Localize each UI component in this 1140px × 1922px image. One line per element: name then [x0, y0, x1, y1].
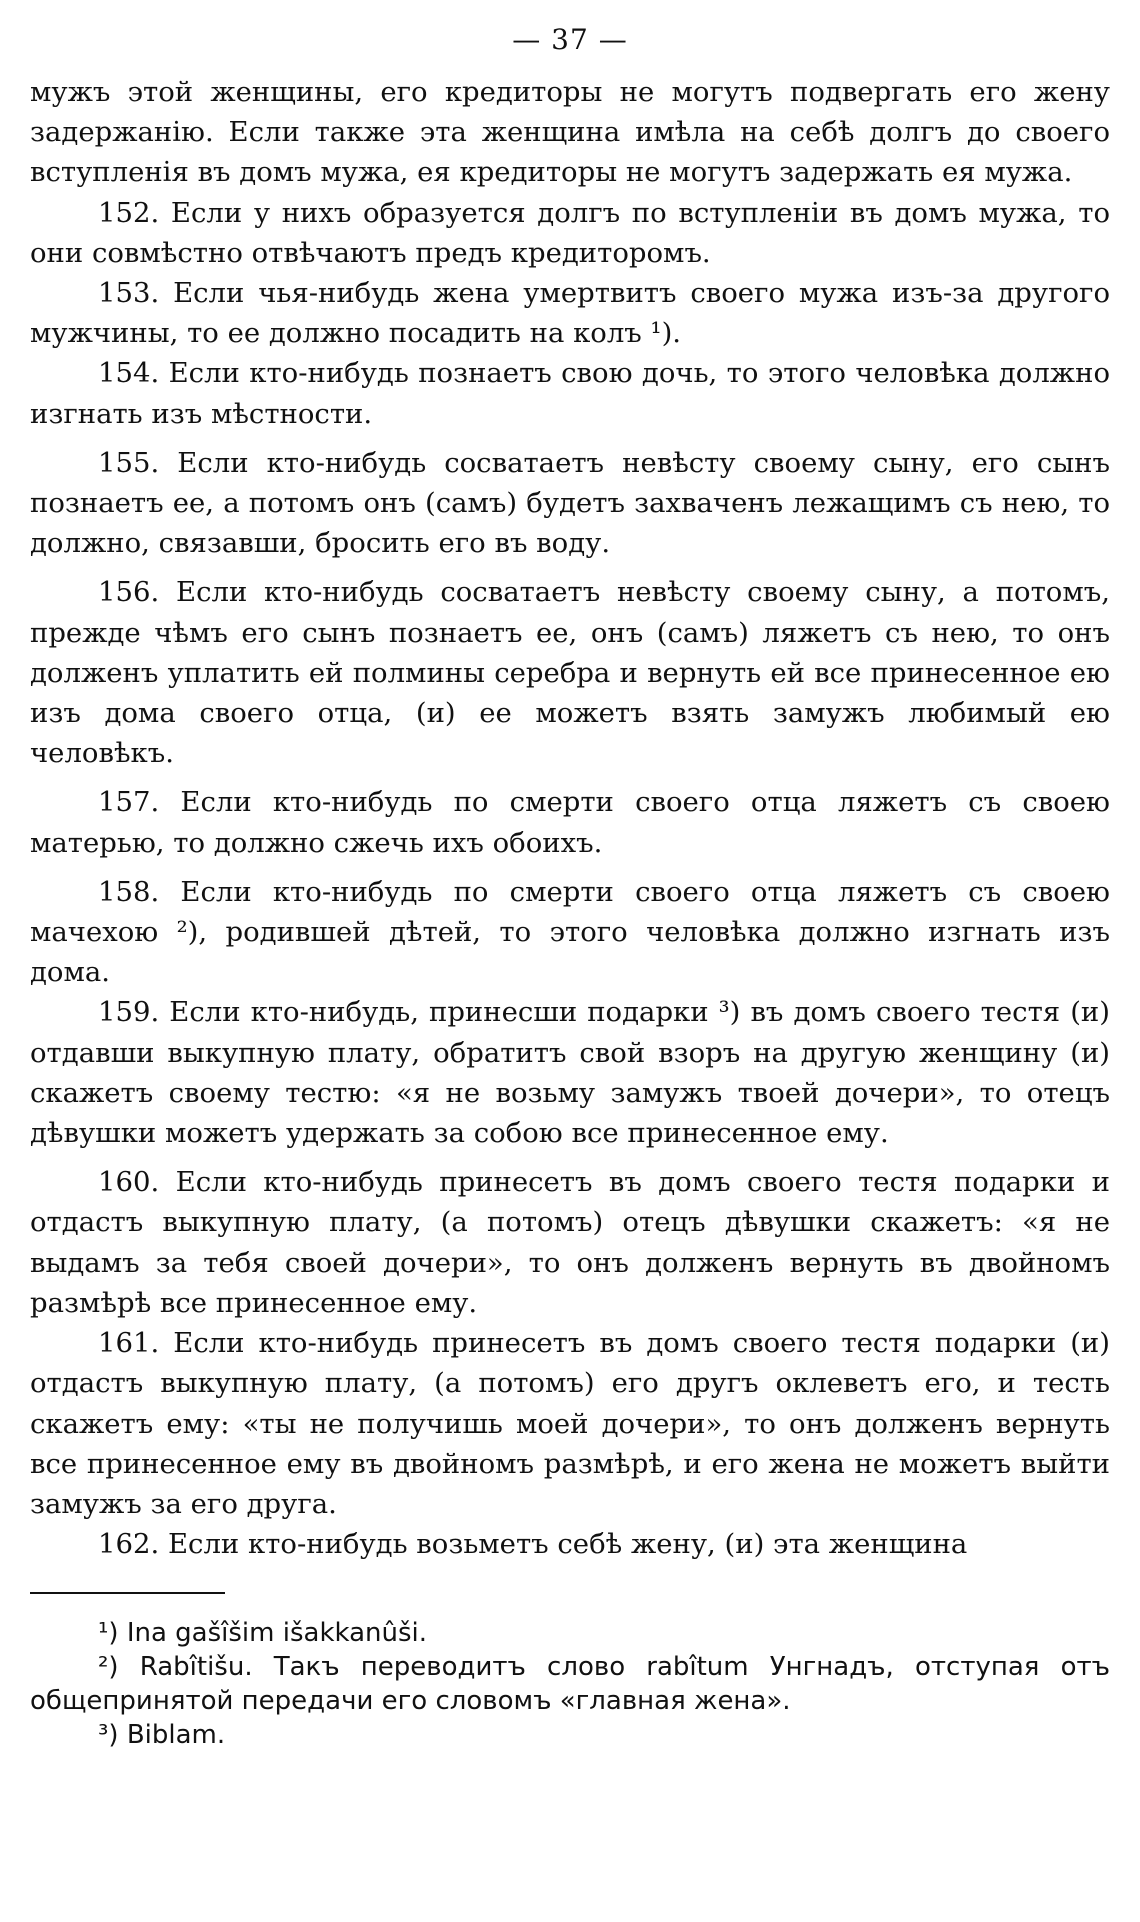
- footnote-1: ¹) Ina gašîšim išakkanûši.: [98, 1618, 428, 1649]
- paragraph-continuation: мужъ этой женщины, его кредиторы не могутъ подвергать его жену задержанію. Если также эта женщина имѣла на себѣ долгъ до своего вступленія въ домъ мужа, ея кредиторы не могутъ задержать ея мужа.: [30, 76, 1110, 189]
- document-page: [30, 0, 1110, 1752]
- paragraph-162: 162. Если кто-нибудь возьметъ себѣ жену, (и) эта женщина: [98, 1528, 968, 1561]
- paragraph-158: 158. Если кто-нибудь по смерти своего отца ляжетъ съ своею мачехою ²), родившей дѣтей, то этого человѣка должно изгнать изъ дома.: [30, 875, 1110, 989]
- paragraph-159: 159. Если кто-нибудь, принесши подарки ³) въ домъ своего тестя (и) отдавши выкупную плату, обратитъ свой взоръ на другую женщину (и) скажетъ своему тестю: «я не возьму замужъ твоей дочери», то отецъ дѣвушки можетъ удержать за собою все принесенное ему.: [30, 996, 1110, 1150]
- footnotes: [30, 1616, 1110, 1752]
- paragraph-153: 153. Если чья-нибудь жена умертвитъ своего мужа изъ-за другого мужчины, то ее должно посадить на колъ ¹).: [30, 277, 1110, 350]
- footnote-2: ²) Rabîtišu. Такъ переводитъ слово rabîtum Унгнадъ, отступая отъ общепринятой передачи его словомъ «главная жена».: [30, 1652, 1110, 1717]
- paragraph-160: 160. Если кто-нибудь принесетъ въ домъ своего тестя подарки и отдастъ выкупную плату, (а потомъ) отецъ дѣвушки скажетъ: «я не выдамъ за тебя своей дочери», то онъ долженъ вернуть въ двойномъ размѣрѣ все принесенное ему.: [30, 1166, 1110, 1319]
- footnote-3: ³) Biblam.: [98, 1720, 226, 1751]
- body-text: [30, 72, 1110, 1564]
- paragraph-155: 155. Если кто-нибудь сосватаетъ невѣсту своему сыну, его сынъ познаетъ ее, а потомъ онъ (самъ) будетъ захваченъ лежащимъ съ нею, то должно, связавши, бросить его въ воду.: [30, 446, 1110, 560]
- page-number: — 37 —: [512, 23, 628, 56]
- paragraph-154: 154. Если кто-нибудь познаетъ свою дочь, то этого человѣка должно изгнать изъ мѣстности.: [30, 357, 1110, 430]
- paragraph-157: 157. Если кто-нибудь по смерти своего отца ляжетъ съ своею матерью, то должно сжечь ихъ обоихъ.: [30, 786, 1110, 859]
- paragraph-152: 152. Если у нихъ образуется долгъ по вступленіи въ домъ мужа, то они совмѣстно отвѣчаютъ предъ кредиторомъ.: [30, 196, 1110, 269]
- footnote-divider: [30, 1592, 225, 1594]
- paragraph-156: 156. Если кто-нибудь сосватаетъ невѣсту своему сыну, а потомъ, прежде чѣмъ его сынъ познаетъ ее, онъ (самъ) ляжетъ съ нею, то онъ долженъ уплатить ей полмины серебра и вернуть ей все принесенное ею изъ дома своего отца, (и) ее можетъ взять замужъ любимый ею человѣкъ.: [30, 576, 1110, 770]
- paragraph-161: 161. Если кто-нибудь принесетъ въ домъ своего тестя подарки (и) отдастъ выкупную плату, (а потомъ) его другъ оклеветъ его, и тесть скажетъ ему: «ты не получишь моей дочери», то онъ долженъ вернуть все принесенное ему въ двойномъ размѣрѣ, и его жена не можетъ выйти замужъ за его друга.: [30, 1327, 1110, 1520]
